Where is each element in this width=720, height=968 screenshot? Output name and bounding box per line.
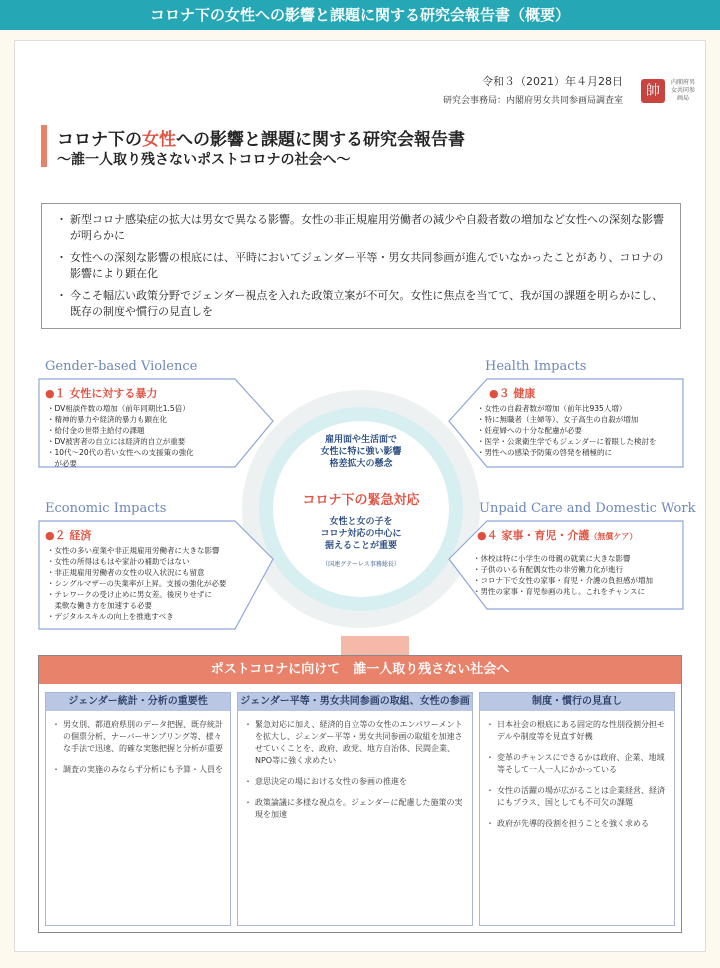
column-gender-equality bbox=[237, 692, 473, 926]
column-item: ・ 意思決定の場における女性の参画の推進を bbox=[246, 776, 466, 788]
gbv-title: ●１ 女性に対する暴力 bbox=[45, 387, 158, 400]
cabinet-office-logo: 帥 bbox=[641, 79, 665, 103]
gbv-english-label: Gender-based Violence bbox=[45, 359, 198, 374]
column-item: ・ 女性の活躍の場が広がることは企業経営、経済にもプラス、国としても不可欠の課題 bbox=[488, 785, 668, 809]
summary-item: ・ 今こそ幅広い政策分野でジェンダー視点を入れた政策立案が不可欠。女性に焦点を当てて、我が国の課題を明らかにし、既存の制度や慣行の見直しを bbox=[56, 288, 668, 320]
postcorona-header: ポストコロナに向けて 誰一人取り残さない社会へ bbox=[39, 656, 681, 684]
column-title: ジェンダー平等・男女共同参画の取組、女性の参画 bbox=[238, 693, 472, 711]
health-title: ●３ 健康 bbox=[489, 387, 536, 400]
title-highlight: 女性 bbox=[142, 130, 176, 150]
center-quote-source: （国連グテーレス事務総長） bbox=[322, 561, 400, 568]
care-english-label: Unpaid Care and Domestic Work bbox=[479, 501, 696, 516]
economic-english-label: Economic Impacts bbox=[45, 501, 167, 516]
column-gender-statistics bbox=[45, 692, 231, 926]
column-item: ・ 緊急対応に加え、経済的自立等の女性のエンパワーメントを拡大し、ジェンダー平等・男女共同参画の取組を加速させていくことを、政府、政党、地方自治体、民間企業、NPO等に強く求めたい bbox=[246, 719, 466, 767]
secretariat-label: 研究会事務局：内閣府男女共同参画局調査室 bbox=[442, 96, 623, 106]
column-item: ・ 日本社会の根底にある固定的な性別役割分担モデルや制度等を見直す好機 bbox=[488, 719, 668, 743]
column-title: 制度・慣行の見直し bbox=[480, 693, 674, 711]
health-list: ・女性の自殺者数が増加（前年比935人増） ・特に無職者（主婦等）、女子高生の自殺が増加 ・妊産婦への十分な配慮が必要 ・医学・公衆衛生学でもジェンダーに着眼した検討を ・男性への感染予防策の啓発を積極的に bbox=[477, 404, 657, 457]
column-title: ジェンダー統計・分析の重要性 bbox=[46, 693, 230, 711]
column-item: ・ 変革のチャンスにできるかは政府、企業、地域等そして一人一人にかかっている bbox=[488, 752, 668, 776]
care-title: ●４ 家事・育児・介護（無償ケア） bbox=[477, 529, 638, 542]
column-item: ・ 政府が先導的役割を担うことを強く求める bbox=[488, 818, 668, 830]
column-item: ・ 男女別、都道府県別のデータ把握、既存統計の個票分析、ナーバーサンプリング等、様々な手法で迅速、的確な実態把握と分析が重要 bbox=[54, 719, 224, 755]
column-item: ・ 政策論議に多様な視点を。ジェンダーに配慮した施策の実現を加速 bbox=[246, 797, 466, 821]
column-item: ・ 調査の実施のみならず分析にも予算・人員を bbox=[54, 764, 224, 776]
economic-list: ・女性の多い産業や非正規雇用労働者に大きな影響 ・女性の所得はもはや家計の補助ではない ・非正規雇用労働者の女性の収入状況にも留意 ・シングルマザーの失業率が上昇。支援の強化が必要 ・テレワークの受け止めに男女差。後戻りせずに 柔軟な働き方を加速する必要 ・デジタルスキルの向上を推進すべき bbox=[47, 546, 227, 621]
postcorona-section bbox=[38, 655, 682, 933]
center-impact-text: 雇用面や生活面で 女性に特に強い影響 格差拡大の懸念 bbox=[320, 435, 402, 469]
column-system-review bbox=[479, 692, 675, 926]
summary-item: ・ 女性への深刻な影響の根底には、平時においてジェンダー平等・男女共同参画が進んでいなかったことがあり、コロナの影響により顕在化 bbox=[56, 250, 668, 282]
health-english-label: Health Impacts bbox=[485, 359, 587, 374]
care-list: ・休校は特に小学生の母親の就業に大きな影響 ・子供のいる有配偶女性の非労働力化が進行 ・コロナ下で女性の家事・育児・介護の負担感が増加 ・男性の家事・育児参画の兆し。これをチャンスに bbox=[473, 554, 653, 596]
economic-title: ●２ 経済 bbox=[45, 529, 92, 542]
report-date: 令和３（2021）年４月28日 bbox=[482, 75, 623, 88]
center-focus-text: 女性と女の子を コロナ対応の中心に 据えることが重要 bbox=[320, 517, 402, 551]
center-title: コロナ下の緊急対応 bbox=[302, 493, 420, 508]
logo-text: 内閣府男女共同参画局 bbox=[670, 79, 695, 102]
gbv-list: ・DV相談件数の増加（前年同期比1.5倍） ・精神的暴力や経済的暴力も顕在化 ・給付金の世帯主給付の課題 ・DV被害者の自立には経済的自立が重要 ・10代〜20代の若い女性への支援策の強化 が必要 bbox=[47, 404, 194, 468]
report-banner: コロナ下の女性への影響と課題に関する研究会報告書（概要） bbox=[0, 0, 720, 30]
summary-item: ・ 新型コロナ感染症の拡大は男女で異なる影響。女性の非正規雇用労働者の減少や自殺者数の増加など女性への深刻な影響が明らかに bbox=[56, 212, 668, 244]
report-title: コロナ下の女性への影響と課題に関する研究会報告書 bbox=[57, 130, 465, 150]
report-subtitle: 〜誰一人取り残さないポストコロナの社会へ〜 bbox=[57, 152, 351, 168]
